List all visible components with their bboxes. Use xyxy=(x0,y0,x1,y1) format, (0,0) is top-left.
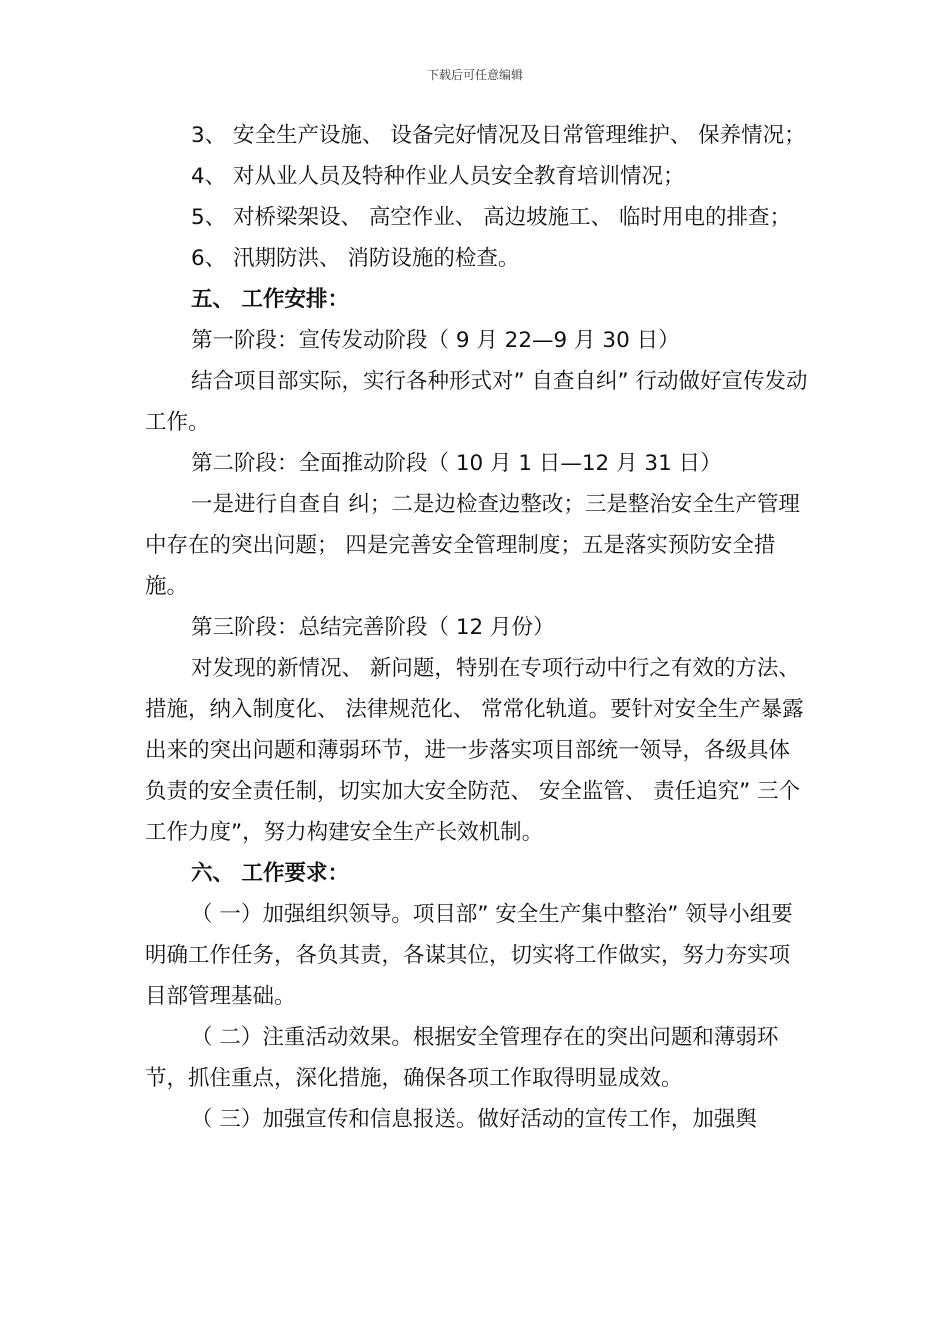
paragraph: 第三阶段：总结完善阶段（ 12 月份） xyxy=(191,615,555,640)
section-heading: 六、 工作要求： xyxy=(191,861,349,886)
page-header: 下载后可任意编辑 xyxy=(426,68,523,82)
section-heading: 五、 工作安排： xyxy=(191,287,349,312)
paragraph: 6、 汛期防洪、 消防设施的检查。 xyxy=(191,246,520,271)
paragraph: 一是进行自查自 纠；二是边检查边整改；三是整治安全生产管理中存在的突出问题； 四是完善安全管理制度；五是落实预防安全措施。 xyxy=(145,492,800,599)
document-body xyxy=(145,115,810,1140)
paragraph: 对发现的新情况、 新问题，特别在专项行动中行之有效的方法、 措施，纳入制度化、 法律规范化、 常常化轨道。要针对安全生产暴露出来的突出问题和薄弱环节，进一步落实项目部统一领导，各级具体负责的安全责任制，切实加大安全防范、 安全监管、 责任追究” 三个工作力度”，努力构建安全生产长效机制。 xyxy=(145,656,804,845)
paragraph: 第一阶段：宣传发动阶段（ 9 月 22—9 月 30 日） xyxy=(191,328,680,353)
paragraph: 3、 安全生产设施、 设备完好情况及日常管理维护、 保养情况； xyxy=(191,123,806,148)
paragraph: （ 一）加强组织领导。项目部” 安全生产集中整治” 领导小组要明确工作任务，各负其责，各谋其位，切实将工作做实，努力夯实项目部管理基础。 xyxy=(145,902,793,1009)
paragraph: 结合项目部实际，实行各种形式对” 自查自纠” 行动做好宣传发动工作。 xyxy=(145,369,808,435)
paragraph: 5、 对桥梁架设、 高空作业、 高边坡施工、 临时用电的排查； xyxy=(191,205,792,230)
paragraph: 第二阶段：全面推动阶段（ 10 月 1 日—12 月 31 日） xyxy=(191,451,722,476)
paragraph: （ 三）加强宣传和信息报送。做好活动的宣传工作，加强舆 xyxy=(191,1107,757,1132)
paragraph: （ 二）注重活动效果。根据安全管理存在的突出问题和薄弱环节，抓住重点，深化措施，确保各项工作取得明显成效。 xyxy=(145,1025,779,1091)
paragraph: 4、 对从业人员及特种作业人员安全教育培训情况； xyxy=(191,164,685,189)
